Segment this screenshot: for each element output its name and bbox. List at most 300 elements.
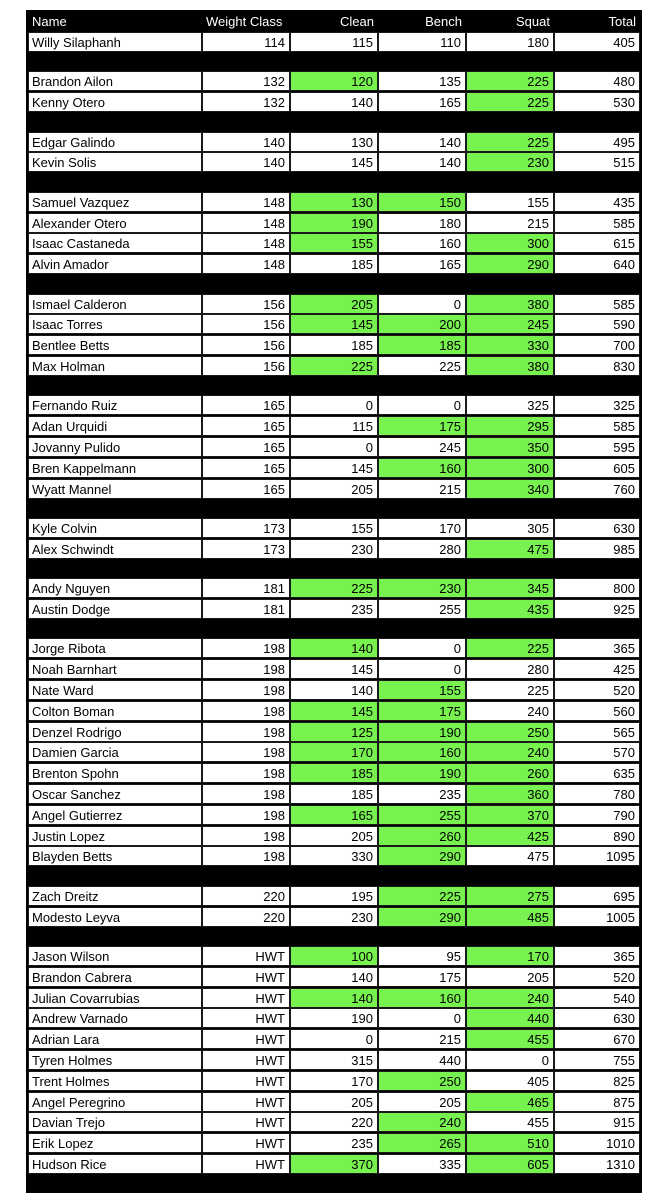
header-row [26, 10, 642, 32]
cell-clean: 195 [290, 886, 378, 906]
cell-squat: 280 [466, 659, 554, 679]
cell-name: Oscar Sanchez [28, 784, 202, 804]
cell-bench: 215 [378, 479, 466, 499]
cell-total: 985 [554, 539, 640, 559]
cell-bench: 280 [378, 539, 466, 559]
cell-name: Andy Nguyen [28, 578, 202, 598]
cell-bench: 245 [378, 437, 466, 457]
table-row [28, 578, 642, 598]
table-row [28, 722, 642, 742]
cell-total: 1010 [554, 1133, 640, 1153]
cell-bench: 260 [378, 826, 466, 846]
cell-clean: 185 [290, 254, 378, 274]
cell-total: 670 [554, 1029, 640, 1049]
cell-clean: 145 [290, 152, 378, 172]
cell-name: Brandon Cabrera [28, 967, 202, 987]
cell-bench: 150 [378, 192, 466, 212]
cell-weight-class: 220 [202, 886, 290, 906]
table-row [28, 907, 642, 927]
table-row [28, 132, 642, 152]
cell-total: 1095 [554, 846, 640, 866]
cell-weight-class: 132 [202, 71, 290, 91]
header-weight-class: Weight Class [206, 14, 283, 29]
cell-name: Julian Covarrubias [28, 988, 202, 1008]
cell-squat: 240 [466, 742, 554, 762]
cell-squat: 345 [466, 578, 554, 598]
cell-name: Davian Trejo [28, 1112, 202, 1132]
table-row [28, 988, 642, 1008]
cell-bench: 170 [378, 518, 466, 538]
table-row [28, 213, 642, 233]
cell-bench: 0 [378, 638, 466, 658]
cell-bench: 95 [378, 946, 466, 966]
cell-clean: 185 [290, 784, 378, 804]
cell-clean: 205 [290, 826, 378, 846]
cell-squat: 225 [466, 92, 554, 112]
cell-weight-class: HWT [202, 1050, 290, 1070]
cell-weight-class: 198 [202, 638, 290, 658]
cell-total: 515 [554, 152, 640, 172]
cell-total: 365 [554, 638, 640, 658]
cell-weight-class: 198 [202, 805, 290, 825]
cell-weight-class: 165 [202, 416, 290, 436]
cell-weight-class: 198 [202, 846, 290, 866]
cell-weight-class: 198 [202, 722, 290, 742]
table-row [28, 539, 642, 559]
cell-clean: 190 [290, 213, 378, 233]
cell-name: Bentlee Betts [28, 335, 202, 355]
cell-bench: 140 [378, 152, 466, 172]
cell-clean: 120 [290, 71, 378, 91]
cell-squat: 475 [466, 539, 554, 559]
cell-clean: 315 [290, 1050, 378, 1070]
cell-squat: 250 [466, 722, 554, 742]
cell-squat: 510 [466, 1133, 554, 1153]
cell-bench: 160 [378, 233, 466, 253]
table-row [28, 458, 642, 478]
cell-weight-class: 198 [202, 659, 290, 679]
cell-clean: 205 [290, 1092, 378, 1112]
cell-clean: 0 [290, 437, 378, 457]
table-row [28, 395, 642, 415]
cell-squat: 225 [466, 132, 554, 152]
cell-weight-class: 156 [202, 294, 290, 314]
cell-weight-class: HWT [202, 1133, 290, 1153]
cell-total: 695 [554, 886, 640, 906]
cell-total: 755 [554, 1050, 640, 1070]
cell-squat: 205 [466, 967, 554, 987]
cell-clean: 230 [290, 907, 378, 927]
cell-weight-class: 148 [202, 233, 290, 253]
cell-weight-class: 173 [202, 518, 290, 538]
cell-squat: 485 [466, 907, 554, 927]
cell-name: Nate Ward [28, 680, 202, 700]
cell-clean: 130 [290, 132, 378, 152]
cell-bench: 250 [378, 1071, 466, 1091]
cell-bench: 0 [378, 659, 466, 679]
cell-weight-class: HWT [202, 988, 290, 1008]
cell-weight-class: HWT [202, 1008, 290, 1028]
cell-weight-class: HWT [202, 1071, 290, 1091]
cell-total: 405 [554, 32, 640, 52]
cell-total: 830 [554, 356, 640, 376]
cell-name: Alexander Otero [28, 213, 202, 233]
cell-total: 530 [554, 92, 640, 112]
table-row [28, 805, 642, 825]
cell-clean: 225 [290, 578, 378, 598]
cell-clean: 205 [290, 479, 378, 499]
table-row [28, 335, 642, 355]
cell-clean: 140 [290, 92, 378, 112]
cell-squat: 295 [466, 416, 554, 436]
cell-squat: 275 [466, 886, 554, 906]
cell-total: 480 [554, 71, 640, 91]
cell-name: Fernando Ruiz [28, 395, 202, 415]
cell-name: Blayden Betts [28, 846, 202, 866]
cell-squat: 455 [466, 1029, 554, 1049]
table-row [28, 314, 642, 334]
cell-weight-class: 220 [202, 907, 290, 927]
cell-bench: 255 [378, 805, 466, 825]
cell-clean: 140 [290, 638, 378, 658]
cell-squat: 380 [466, 356, 554, 376]
cell-name: Adan Urquidi [28, 416, 202, 436]
header-squat: Squat [516, 14, 550, 29]
cell-squat: 240 [466, 988, 554, 1008]
cell-total: 590 [554, 314, 640, 334]
cell-clean: 0 [290, 395, 378, 415]
cell-squat: 225 [466, 638, 554, 658]
cell-squat: 305 [466, 518, 554, 538]
cell-weight-class: 148 [202, 254, 290, 274]
cell-name: Kevin Solis [28, 152, 202, 172]
cell-squat: 475 [466, 846, 554, 866]
cell-total: 585 [554, 213, 640, 233]
cell-squat: 225 [466, 71, 554, 91]
cell-clean: 145 [290, 458, 378, 478]
cell-squat: 215 [466, 213, 554, 233]
cell-bench: 160 [378, 742, 466, 762]
cell-bench: 180 [378, 213, 466, 233]
cell-clean: 230 [290, 539, 378, 559]
cell-squat: 405 [466, 1071, 554, 1091]
cell-bench: 335 [378, 1154, 466, 1174]
cell-clean: 185 [290, 335, 378, 355]
cell-weight-class: HWT [202, 946, 290, 966]
cell-clean: 185 [290, 763, 378, 783]
cell-squat: 225 [466, 680, 554, 700]
cell-clean: 170 [290, 742, 378, 762]
cell-squat: 465 [466, 1092, 554, 1112]
cell-name: Angel Gutierrez [28, 805, 202, 825]
cell-name: Samuel Vazquez [28, 192, 202, 212]
cell-bench: 215 [378, 1029, 466, 1049]
cell-bench: 160 [378, 988, 466, 1008]
cell-bench: 135 [378, 71, 466, 91]
cell-clean: 235 [290, 1133, 378, 1153]
table-row [28, 742, 642, 762]
cell-bench: 155 [378, 680, 466, 700]
cell-weight-class: 132 [202, 92, 290, 112]
cell-bench: 205 [378, 1092, 466, 1112]
cell-squat: 435 [466, 599, 554, 619]
cell-name: Kenny Otero [28, 92, 202, 112]
table-row [28, 1133, 642, 1153]
table-row [28, 294, 642, 314]
cell-bench: 175 [378, 967, 466, 987]
cell-clean: 140 [290, 680, 378, 700]
cell-clean: 370 [290, 1154, 378, 1174]
cell-total: 325 [554, 395, 640, 415]
cell-total: 630 [554, 518, 640, 538]
cell-bench: 175 [378, 416, 466, 436]
table-row [28, 1008, 642, 1028]
cell-clean: 115 [290, 416, 378, 436]
cell-clean: 130 [290, 192, 378, 212]
table-row [28, 638, 642, 658]
cell-total: 925 [554, 599, 640, 619]
cell-total: 570 [554, 742, 640, 762]
cell-total: 565 [554, 722, 640, 742]
cell-weight-class: 165 [202, 479, 290, 499]
cell-total: 595 [554, 437, 640, 457]
cell-weight-class: HWT [202, 1112, 290, 1132]
cell-weight-class: 198 [202, 763, 290, 783]
cell-bench: 160 [378, 458, 466, 478]
cell-clean: 115 [290, 32, 378, 52]
cell-bench: 0 [378, 1008, 466, 1028]
cell-bench: 230 [378, 578, 466, 598]
table-row [28, 1050, 642, 1070]
cell-total: 365 [554, 946, 640, 966]
cell-weight-class: 156 [202, 356, 290, 376]
cell-weight-class: 165 [202, 395, 290, 415]
cell-bench: 190 [378, 722, 466, 742]
cell-bench: 185 [378, 335, 466, 355]
cell-name: Damien Garcia [28, 742, 202, 762]
cell-weight-class: HWT [202, 1154, 290, 1174]
cell-total: 875 [554, 1092, 640, 1112]
cell-name: Max Holman [28, 356, 202, 376]
cell-name: Modesto Leyva [28, 907, 202, 927]
table-row [28, 886, 642, 906]
cell-squat: 300 [466, 458, 554, 478]
cell-name: Ismael Calderon [28, 294, 202, 314]
cell-weight-class: 198 [202, 680, 290, 700]
cell-squat: 300 [466, 233, 554, 253]
cell-name: Jorge Ribota [28, 638, 202, 658]
table-row [28, 763, 642, 783]
cell-name: Andrew Varnado [28, 1008, 202, 1028]
table-row [28, 92, 642, 112]
cell-name: Brenton Spohn [28, 763, 202, 783]
cell-squat: 440 [466, 1008, 554, 1028]
header-total: Total [608, 14, 636, 29]
cell-squat: 370 [466, 805, 554, 825]
cell-clean: 140 [290, 967, 378, 987]
table-row [28, 32, 642, 52]
cell-name: Isaac Castaneda [28, 233, 202, 253]
cell-weight-class: 165 [202, 437, 290, 457]
cell-total: 540 [554, 988, 640, 1008]
cell-total: 1310 [554, 1154, 640, 1174]
cell-name: Justin Lopez [28, 826, 202, 846]
cell-squat: 230 [466, 152, 554, 172]
cell-squat: 350 [466, 437, 554, 457]
cell-total: 700 [554, 335, 640, 355]
cell-weight-class: 181 [202, 578, 290, 598]
cell-clean: 225 [290, 356, 378, 376]
table-row [28, 1154, 642, 1174]
cell-squat: 240 [466, 701, 554, 721]
table-row [28, 192, 642, 212]
table-row [28, 680, 642, 700]
cell-bench: 290 [378, 846, 466, 866]
table-row [28, 437, 642, 457]
cell-squat: 425 [466, 826, 554, 846]
table-row [28, 784, 642, 804]
cell-weight-class: HWT [202, 967, 290, 987]
cell-squat: 245 [466, 314, 554, 334]
cell-clean: 145 [290, 701, 378, 721]
cell-name: Jovanny Pulido [28, 437, 202, 457]
cell-clean: 145 [290, 659, 378, 679]
cell-clean: 155 [290, 233, 378, 253]
cell-total: 825 [554, 1071, 640, 1091]
cell-clean: 330 [290, 846, 378, 866]
table-row [28, 946, 642, 966]
table-row [28, 1092, 642, 1112]
cell-name: Kyle Colvin [28, 518, 202, 538]
table-row [28, 826, 642, 846]
cell-total: 635 [554, 763, 640, 783]
cell-bench: 165 [378, 254, 466, 274]
cell-name: Willy Silaphanh [28, 32, 202, 52]
header-clean: Clean [340, 14, 374, 29]
cell-weight-class: HWT [202, 1029, 290, 1049]
cell-weight-class: 173 [202, 539, 290, 559]
cell-squat: 170 [466, 946, 554, 966]
table-row [28, 233, 642, 253]
cell-bench: 175 [378, 701, 466, 721]
cell-name: Noah Barnhart [28, 659, 202, 679]
header-bench: Bench [425, 14, 462, 29]
cell-name: Adrian Lara [28, 1029, 202, 1049]
cell-clean: 0 [290, 1029, 378, 1049]
table-row [28, 356, 642, 376]
cell-name: Hudson Rice [28, 1154, 202, 1174]
cell-weight-class: 148 [202, 213, 290, 233]
cell-total: 520 [554, 680, 640, 700]
cell-name: Isaac Torres [28, 314, 202, 334]
table-row [28, 1112, 642, 1132]
cell-bench: 0 [378, 294, 466, 314]
cell-clean: 165 [290, 805, 378, 825]
table-row [28, 599, 642, 619]
cell-name: Jason Wilson [28, 946, 202, 966]
cell-total: 605 [554, 458, 640, 478]
cell-weight-class: 198 [202, 826, 290, 846]
cell-name: Bren Kappelmann [28, 458, 202, 478]
cell-bench: 110 [378, 32, 466, 52]
table-row [28, 518, 642, 538]
cell-clean: 140 [290, 988, 378, 1008]
cell-squat: 0 [466, 1050, 554, 1070]
cell-name: Austin Dodge [28, 599, 202, 619]
cell-name: Denzel Rodrigo [28, 722, 202, 742]
cell-clean: 235 [290, 599, 378, 619]
cell-weight-class: 156 [202, 314, 290, 334]
cell-squat: 260 [466, 763, 554, 783]
cell-squat: 360 [466, 784, 554, 804]
cell-total: 630 [554, 1008, 640, 1028]
cell-clean: 205 [290, 294, 378, 314]
cell-weight-class: 140 [202, 152, 290, 172]
cell-total: 890 [554, 826, 640, 846]
cell-clean: 170 [290, 1071, 378, 1091]
cell-name: Trent Holmes [28, 1071, 202, 1091]
cell-bench: 255 [378, 599, 466, 619]
cell-clean: 220 [290, 1112, 378, 1132]
cell-squat: 340 [466, 479, 554, 499]
cell-squat: 325 [466, 395, 554, 415]
cell-bench: 440 [378, 1050, 466, 1070]
cell-bench: 225 [378, 356, 466, 376]
cell-total: 800 [554, 578, 640, 598]
cell-total: 425 [554, 659, 640, 679]
cell-bench: 265 [378, 1133, 466, 1153]
cell-squat: 455 [466, 1112, 554, 1132]
cell-bench: 200 [378, 314, 466, 334]
cell-total: 1005 [554, 907, 640, 927]
cell-name: Edgar Galindo [28, 132, 202, 152]
cell-squat: 380 [466, 294, 554, 314]
table-row [28, 967, 642, 987]
cell-total: 560 [554, 701, 640, 721]
cell-name: Erik Lopez [28, 1133, 202, 1153]
cell-squat: 330 [466, 335, 554, 355]
cell-name: Angel Peregrino [28, 1092, 202, 1112]
cell-weight-class: 198 [202, 701, 290, 721]
table-row [28, 71, 642, 91]
cell-total: 520 [554, 967, 640, 987]
cell-bench: 235 [378, 784, 466, 804]
cell-total: 790 [554, 805, 640, 825]
cell-bench: 0 [378, 395, 466, 415]
cell-weight-class: 140 [202, 132, 290, 152]
cell-bench: 225 [378, 886, 466, 906]
table-row [28, 846, 642, 866]
cell-clean: 100 [290, 946, 378, 966]
table-row [28, 254, 642, 274]
cell-weight-class: 156 [202, 335, 290, 355]
cell-name: Colton Boman [28, 701, 202, 721]
cell-weight-class: 165 [202, 458, 290, 478]
cell-name: Wyatt Mannel [28, 479, 202, 499]
table-row [28, 152, 642, 172]
cell-total: 760 [554, 479, 640, 499]
results-table [26, 10, 642, 1193]
cell-weight-class: 148 [202, 192, 290, 212]
cell-name: Alex Schwindt [28, 539, 202, 559]
cell-clean: 155 [290, 518, 378, 538]
cell-total: 780 [554, 784, 640, 804]
cell-squat: 180 [466, 32, 554, 52]
table-row [28, 416, 642, 436]
table-row [28, 659, 642, 679]
cell-weight-class: 198 [202, 742, 290, 762]
cell-total: 435 [554, 192, 640, 212]
